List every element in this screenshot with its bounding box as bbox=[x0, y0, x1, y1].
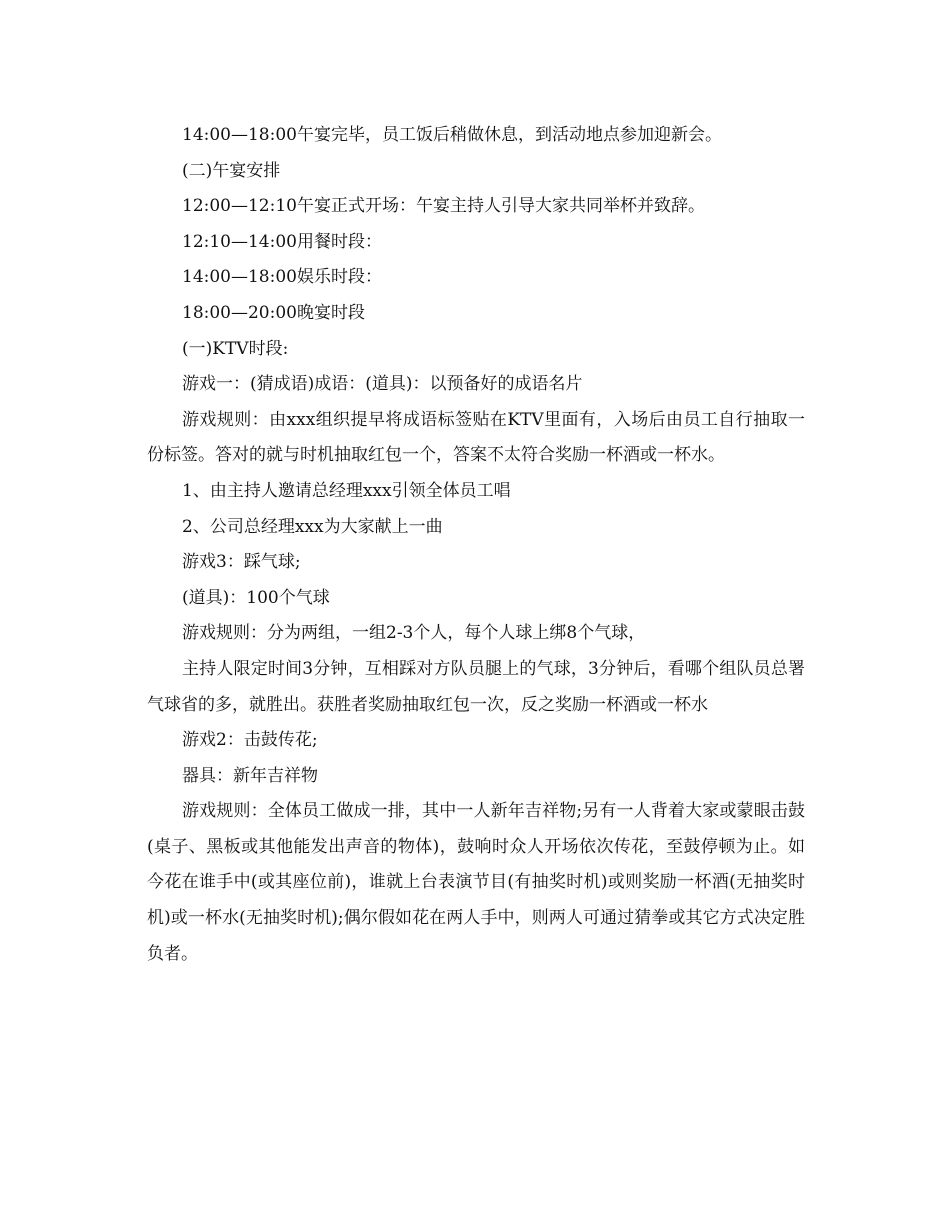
document-body bbox=[147, 118, 805, 972]
paragraph-lunch-opening: 12:00—12:10午宴正式开场：午宴主持人引导大家共同举杯并致辞。 bbox=[182, 196, 705, 217]
list-item-1: 1、由主持人邀请总经理xxx引领全体员工唱 bbox=[182, 480, 511, 501]
paragraph-dining-period: 12:10—14:00用餐时段： bbox=[182, 231, 382, 252]
paragraph-game-one-rules: 游戏规则：由xxx组织提早将成语标签贴在KTV里面有，入场后由员工自行抽取一份标签。答对的就与时机抽取红包一个，答案不太符合奖励一杯酒或一杯水。 bbox=[147, 409, 805, 466]
paragraph-entertainment-period: 14:00—18:00娱乐时段： bbox=[182, 267, 382, 288]
paragraph-game-three-rules: 游戏规则：分为两组，一组2-3个人，每个人球上绑8个气球， bbox=[182, 623, 646, 644]
paragraph-game-three-props: (道具)：100个气球 bbox=[182, 587, 330, 608]
paragraph-lunch-end: 14:00—18:00午宴完毕，员工饭后稍做休息，到活动地点参加迎新会。 bbox=[182, 125, 722, 145]
section-heading-ktv: (一)KTV时段: bbox=[182, 338, 289, 359]
section-heading-lunch-arrangement: (二)午宴安排 bbox=[182, 160, 281, 181]
paragraph-game-one: 游戏一：(猜成语)成语：(道具)：以预备好的成语名片 bbox=[182, 374, 583, 395]
paragraph-game-three: 游戏3：踩气球; bbox=[182, 552, 301, 573]
paragraph-game-two-props: 器具：新年吉祥物 bbox=[182, 765, 318, 786]
paragraph-game-three-detail: 主持人限定时间3分钟，互相踩对方队员腿上的气球，3分钟后，看哪个组队员总署气球省的多，就胜出。获胜者奖励抽取红包一次，反之奖励一杯酒或一杯水 bbox=[147, 658, 805, 715]
paragraph-dinner-period: 18:00—20:00晚宴时段 bbox=[182, 302, 365, 323]
paragraph-game-two-rules: 游戏规则：全体员工做成一排，其中一人新年吉祥物;另有一人背着大家或蒙眼击鼓(桌子、黑板或其他能发出声音的物体)，鼓响时众人开场依次传花，至鼓停顿为止。如今花在谁手中(或其座位前)，谁就上台表演节目(有抽奖时机)或则奖励一杯酒(无抽奖时机)或一杯水(无抽奖时机);偶尔假如花在两人手中，则两人可通过猜拳或其它方式决定胜负者。 bbox=[147, 801, 805, 964]
list-item-2: 2、公司总经理xxx为大家献上一曲 bbox=[182, 516, 443, 537]
paragraph-game-two: 游戏2：击鼓传花; bbox=[182, 730, 318, 751]
